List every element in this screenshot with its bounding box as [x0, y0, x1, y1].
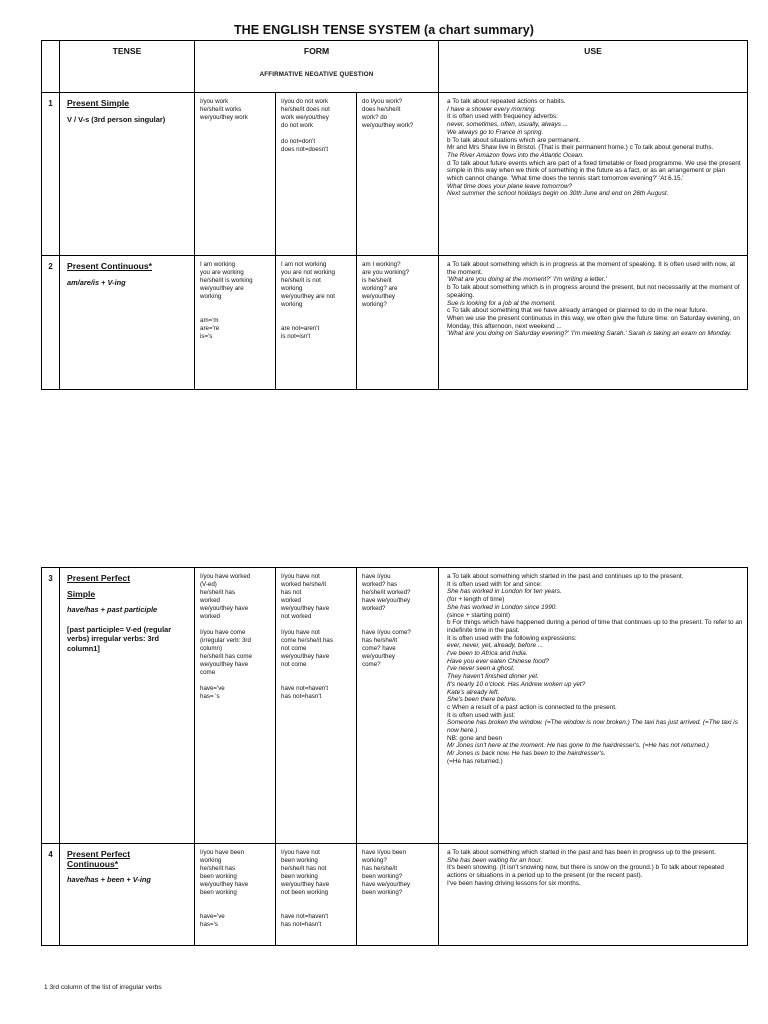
use-line: Mr and Mrs Shaw live in Bristol. (That is their permanent home.) c To talk about general truths. — [447, 144, 714, 152]
header-num-cell — [42, 41, 60, 93]
tense-name: Present Simple — [67, 98, 130, 108]
question-cell: am I working? are you working? is he/she/it working? are we/you/they working? — [357, 256, 439, 390]
tense-name: Present Perfect Continuous* — [67, 849, 131, 869]
use-cell — [439, 568, 748, 844]
table-row — [42, 844, 748, 946]
use-line: b To talk about situations which are permanent. — [447, 136, 581, 144]
use-line: It is often used with just: — [447, 711, 516, 719]
use-line: a To talk about something which started in the past and has been in progress up to the present. — [447, 849, 716, 856]
use-line: Mr Jones is back now. He has been to the hairdresser's. — [447, 750, 606, 758]
tense-table-part-1 — [41, 40, 748, 390]
use-line: It's nearly 10 o'clock. Has Andrew woken up yet? — [447, 680, 586, 688]
use-line: She has worked in London for ten years. — [447, 588, 562, 596]
use-line: NB: gone and been — [447, 734, 503, 742]
tense-formula: V / V-s (3rd person singular) — [67, 114, 166, 124]
use-line: never, sometimes, often, usually, always ... — [447, 121, 569, 129]
header-row — [42, 41, 748, 93]
use-cell — [439, 844, 748, 946]
use-line: Have you ever eaten Chinese food? — [447, 657, 549, 665]
use-line: Next summer the school holidays begin on 30th June and end on 26th August. — [447, 190, 669, 198]
header-tense: TENSE — [60, 41, 195, 93]
use-line: It is often used with frequency adverbs: — [447, 113, 558, 121]
use-line: Mr Jones isn't here at the moment. He has gone to the hairdresser's. (=He has not returned.) — [447, 742, 709, 750]
use-line: It's been snowing. (It isn't snowing now, but there is snow on the ground.) b To talk about repeated actions or situations in a period up to the present (or the recent past). — [447, 864, 724, 880]
use-line: 'What are you doing at the moment?' 'I'm writing a letter.' — [447, 276, 607, 284]
use-line: ever, never, yet, already, before ... — [447, 642, 544, 650]
use-line: b For things which have happened during a period of time that continues up to the present. To refer to an indefinite time in the past. — [447, 619, 743, 634]
negative-cell: I/you do not work he/she/it does not work we/you/they do not work do not=don't does not=doesn't — [276, 93, 357, 256]
row-number: 3 — [42, 568, 60, 844]
page-title: THE ENGLISH TENSE SYSTEM (a chart summary) — [233, 23, 535, 37]
affirmative-cell: I/you work he/she/it works we/you/they work — [195, 93, 276, 256]
tense-table-part-2 — [41, 567, 748, 946]
use-line: I've been having driving lessons for six months. — [447, 879, 581, 887]
affirmative-cell: I am working you are working he/she/it is working we/you/they are working am='m are='re is='s — [195, 256, 276, 390]
use-line: I've never seen a ghost. — [447, 665, 515, 673]
use-line: I have a shower every morning. — [447, 105, 537, 113]
question-cell: have I/you been working? has he/she/it been working? have we/you/they been working? — [357, 844, 439, 946]
use-line: Someone has broken the window. (=The window is now broken.) The taxi has just arrived. (=The taxi is now here.) — [447, 719, 738, 735]
header-form: FORM — [303, 46, 330, 56]
affirmative-cell: I/you have been working he/she/it has been working we/you/they have been working have='ve has='s — [195, 844, 276, 946]
table-row — [42, 93, 748, 256]
tense-cell — [60, 568, 195, 844]
footnote: 1 3rd column of the list of irregular verbs — [44, 984, 162, 991]
use-line: 'What are you doing on Saturday evening?' 'I'm meeting Sarah.' Sarah is taking an exam on Monday. — [447, 330, 732, 338]
header-form-cell — [195, 41, 439, 93]
tense-formula-note: [past participle= V-ed (regular verbs) irregular verbs: 3rd column1] — [67, 624, 172, 653]
tense-cell — [60, 256, 195, 390]
use-line: c When a result of a past action is connected to the present. — [447, 703, 617, 711]
table-row — [42, 568, 748, 844]
use-line: d To talk about future events which are part of a fixed timetable or fixed programme. We use the present simple in this way when we think of something in the future as a fact, or as an arrangement or plan which cannot change. 'What time does the tennis start tomorrow evening?' 'At 6.15.' — [447, 159, 741, 183]
tense-name: Present Perfect — [67, 573, 131, 583]
row-number: 4 — [42, 844, 60, 946]
negative-cell: I am not working you are not working he/she/it is not working we/you/they are not working are not=aren't is not=isn't — [276, 256, 357, 390]
use-line: Sue is looking for a job at the moment. — [447, 299, 557, 307]
tense-name-2: Simple — [67, 588, 96, 599]
use-line: (since + starting point) — [447, 611, 511, 619]
use-cell — [439, 256, 748, 390]
use-line: I've been to Africa and India. — [447, 650, 528, 658]
tense-name: Present Continuous* — [67, 261, 152, 271]
use-line: (=He has returned.) — [447, 757, 503, 765]
use-line: We always go to France in spring. — [447, 128, 544, 136]
use-line: The River Amazon flows into the Atlantic Ocean. — [447, 151, 584, 159]
tense-formula: have/has + been + V-ing — [67, 875, 151, 884]
table-row — [42, 256, 748, 390]
use-line: It is often used with the following expressions: — [447, 634, 577, 642]
use-line: It is often used with for and since: — [447, 580, 542, 588]
use-line: a To talk about something which started in the past and continues up to the present. — [447, 573, 684, 580]
use-line: What time does your plane leave tomorrow? — [447, 182, 573, 190]
negative-cell: I/you have not been working he/she/it has not been working we/you/they have not been working have not=haven't has not=hasn't — [276, 844, 357, 946]
question-cell: have I/you worked? has he/she/it worked? have we/you/they worked? have I/you come? has he/she/it come? have we/you/they come? — [357, 568, 439, 844]
use-line: She's been there before. — [447, 696, 517, 704]
tense-formula: am/are/is + V-ing — [67, 277, 126, 287]
use-line: a To talk about something which is in progress at the moment of speaking. It is often used with now, at the moment. — [447, 261, 735, 276]
tense-cell — [60, 844, 195, 946]
question-cell: do I/you work? does he/she/it work? do we/you/they work? — [357, 93, 439, 256]
tense-formula: have/has + past participle — [67, 605, 158, 614]
use-line: a To talk about repeated actions or habits. — [447, 98, 566, 105]
use-cell — [439, 93, 748, 256]
use-line: She has been waiting for an hour. — [447, 856, 543, 864]
use-line: b To talk about something which is in progress around the present, but not necessarily at the moment of speaking. — [447, 284, 740, 299]
row-number: 2 — [42, 256, 60, 390]
negative-cell: I/you have not worked he/she/it has not worked we/you/they have not worked I/you have not come he/she/it has not come we/you/they have not come have not=haven't has not=hasn't — [276, 568, 357, 844]
header-use: USE — [439, 41, 748, 93]
use-line: She has worked in London since 1990. — [447, 603, 558, 611]
affirmative-cell: I/you have worked (V-ed) he/she/it has worked we/you/they have worked I/you have come (irregular verb: 3rd column) he/she/it has come we/you/they have come have='ve has= 's — [195, 568, 276, 844]
use-line: Kate's already left. — [447, 688, 500, 696]
header-form-sub: AFFIRMATIVE NEGATIVE QUESTION — [259, 71, 374, 78]
use-line: c To talk about something that we have already arranged or planned to do in the near future. — [447, 307, 708, 315]
use-line: (for + length of time) — [447, 596, 505, 604]
use-line: When we use the present continuous in this way, we often give the future time: on Saturday evening, on Monday, this afternoon, next weekend ... — [447, 314, 740, 330]
row-number: 1 — [42, 93, 60, 256]
use-line: They haven't finished dinner yet. — [447, 673, 539, 681]
tense-cell — [60, 93, 195, 256]
